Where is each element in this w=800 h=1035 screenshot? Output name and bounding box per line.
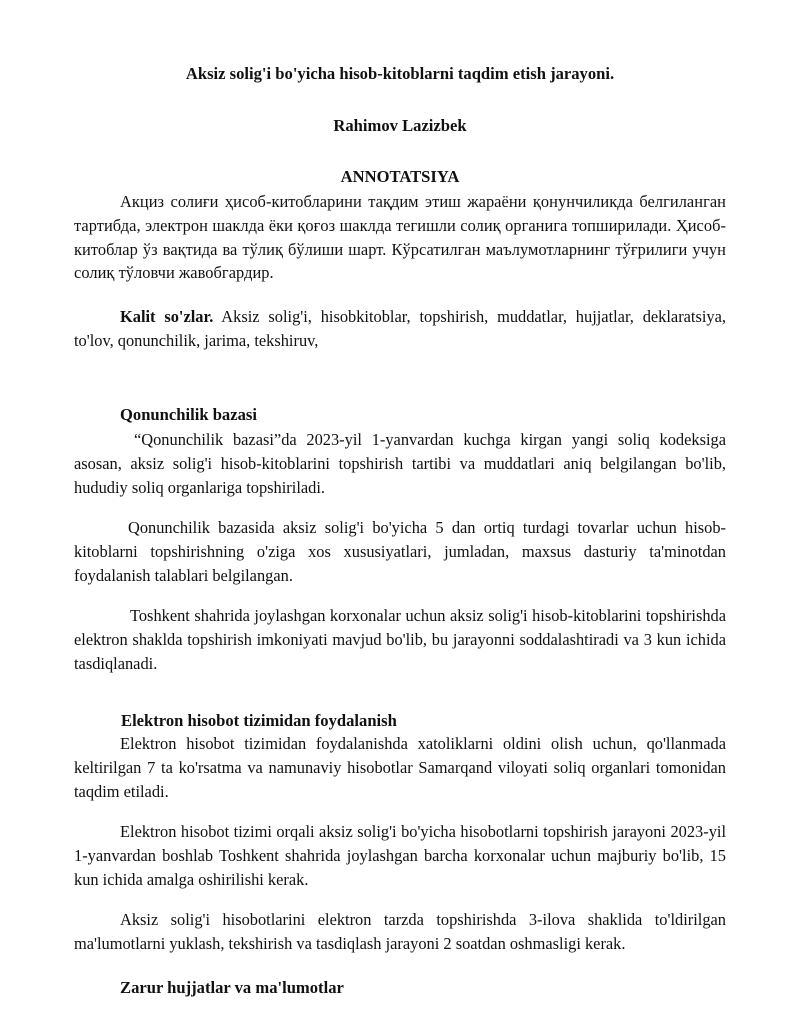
keywords-paragraph: [74, 305, 726, 353]
section-heading-legal-basis: Qonunchilik bazasi: [120, 405, 257, 424]
section-heading-documents: Zarur hujjatlar va ma'lumotlar: [120, 978, 344, 997]
electronic-system-paragraph-1: Elektron hisobot tizimidan foydalanishda xatoliklarni oldini olish uchun, qo'llanmada keltirilgan 7 ta ko'rsatma va namunaviy hisobotlar Samarqand viloyati soliq organlari tomonidan taqdim etiladi.: [74, 734, 726, 801]
annotation-paragraph: Акциз солиғи ҳисоб-китобларини тақдим этиш жараёни қонунчиликда белгиланган тартибда, электрон шаклда ёки қоғоз шаклда тегишли солиқ органига топширилади. Ҳисоб-китоблар ўз вақтида ва тўлиқ бўлиши шарт. Кўрсатилган маълумотларнинг тўғрилиги учун солиқ тўловчи жавобгардир.: [74, 192, 726, 283]
electronic-system-paragraph-3: Aksiz solig'i hisobotlarini elektron tarzda topshirishda 3-ilova shaklida to'ldirilgan ma'lumotlarni yuklash, tekshirish va tasdiqlash jarayoni 2 soatdan oshmasligi kerak.: [74, 910, 726, 953]
electronic-system-paragraph-2: Elektron hisobot tizimi orqali aksiz solig'i bo'yicha hisobotlarni topshirish jarayoni 2023-yil 1-yanvardan boshlab Toshkent shahrida joylashgan barcha korxonalar uchun majburiy bo'lib, 15 kun ichida amalga oshirilishi kerak.: [74, 822, 726, 889]
annotation-heading: ANNOTATSIYA: [340, 167, 460, 186]
author-name: Rahimov Lazizbek: [333, 116, 467, 135]
legal-basis-paragraph-1: “Qonunchilik bazasi”da 2023-yil 1-yanvardan kuchga kirgan yangi soliq kodeksiga asosan, aksiz solig'i hisob-kitoblarini topshirish tartibi va muddatlari aniq belgilangan bo'lib, hududiy soliq organlariga topshiriladi.: [74, 430, 726, 497]
legal-basis-paragraph-2: Qonunchilik bazasida aksiz solig'i bo'yicha 5 dan ortiq turdagi tovarlar uchun hisob-kitoblarni topshirishning o'ziga xos xususiyatlari, jumladan, maxsus dasturiy ta'minotdan foydalanish talablari belgilangan.: [74, 518, 726, 585]
keywords-list: Aksiz solig'i, hisobkitoblar, topshirish, muddatlar, hujjatlar, deklaratsiya, to'lov, qonunchilik, jarima, tekshiruv,: [74, 307, 726, 350]
section-heading-electronic-system: Elektron hisobot tizimidan foydalanish: [121, 711, 397, 730]
document-title: Aksiz solig'i bo'yicha hisob-kitoblarni taqdim etish jarayoni.: [185, 64, 615, 83]
legal-basis-paragraph-3: Toshkent shahrida joylashgan korxonalar uchun aksiz solig'i hisob-kitoblarini topshirishda elektron shaklda topshirish imkoniyati mavjud bo'lib, bu jarayonni soddalashtiradi va 3 kun ichida tasdiqlanadi.: [74, 606, 726, 673]
keywords-label: Kalit so'zlar.: [120, 307, 214, 326]
